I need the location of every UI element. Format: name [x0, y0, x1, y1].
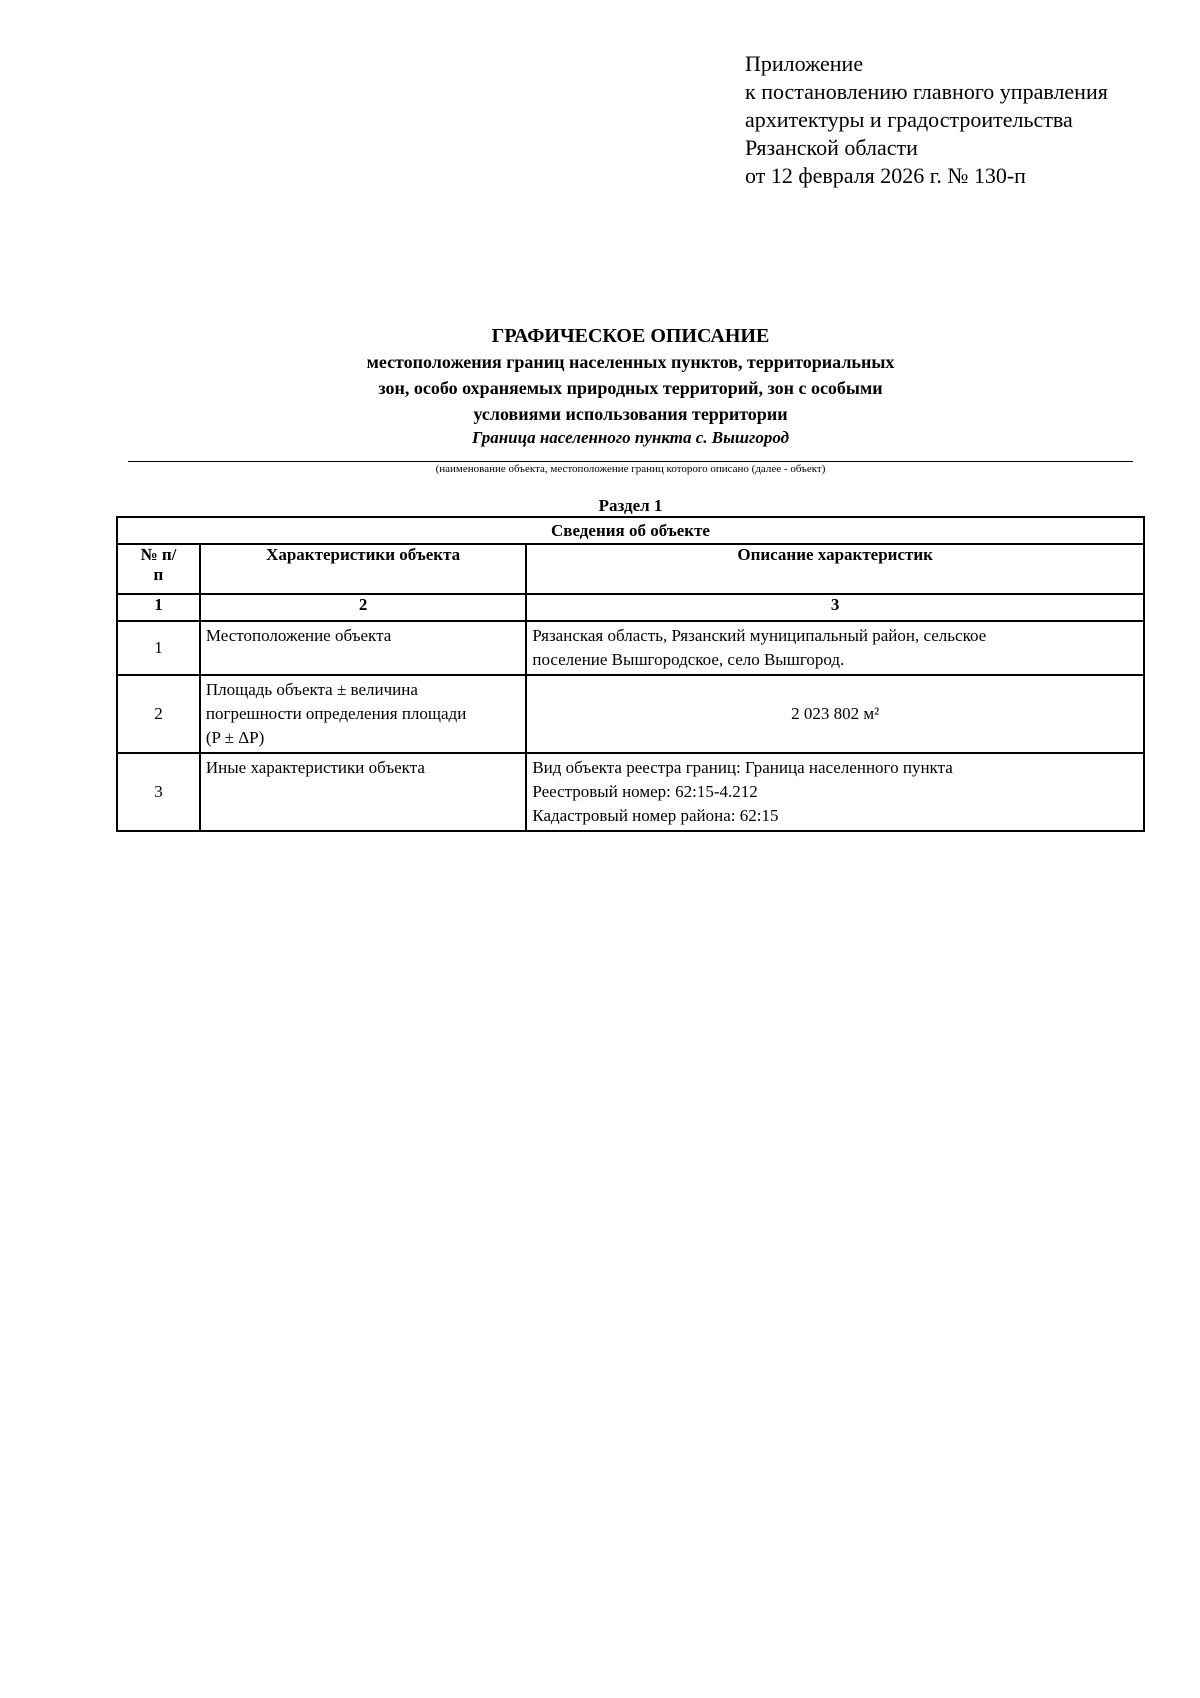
row-number: 2 [117, 675, 200, 753]
row-characteristic-line: (P ± ΔP) [205, 728, 265, 747]
row-description-line: Вид объекта реестра границ: Граница населенного пункта [532, 758, 953, 777]
header-num [117, 544, 200, 594]
row-description-line: поселение Вышгородское, село Вышгород. [532, 650, 845, 669]
object-name-caption: (наименование объекта, местоположение границ которого описано (далее - объект) [435, 463, 826, 475]
table-row [117, 675, 1144, 753]
row-description [526, 753, 1144, 831]
table-title: Сведения об объекте [117, 517, 1144, 544]
row-description: 2 023 802 м² [526, 675, 1144, 753]
annex-line: от 12 февраля 2026 г. № 130-п [745, 163, 1026, 188]
annex-line: к постановлению главного управления [745, 79, 1108, 104]
row-characteristic: Иные характеристики объекта [200, 753, 526, 831]
row-description-line: Кадастровый номер района: 62:15 [532, 806, 779, 825]
header-num-label: № п/п [140, 545, 177, 584]
document-subtitle-line: условиями использования территории [473, 404, 788, 424]
row-description-line: Рязанская область, Рязанский муниципальный район, сельское [532, 626, 987, 645]
column-number: 2 [200, 594, 526, 621]
column-number: 3 [526, 594, 1144, 621]
row-characteristic-line: погрешности определения площади [205, 704, 467, 723]
row-characteristic-line: Площадь объекта ± величина [205, 680, 418, 699]
row-characteristic [200, 675, 526, 753]
annex-block [745, 50, 1108, 190]
annex-line: Рязанской области [745, 135, 918, 160]
annex-line: архитектуры и градостроительства [745, 107, 1073, 132]
header-characteristics: Характеристики объекта [200, 544, 526, 594]
annex-line: Приложение [745, 51, 864, 76]
table-row [117, 621, 1144, 675]
document-subtitle-line: зон, особо охраняемых природных территорий, зон с особыми [378, 378, 883, 398]
row-description-line: Реестровый номер: 62:15-4.212 [532, 782, 758, 801]
column-number: 1 [117, 594, 200, 621]
document-title-block [128, 323, 1133, 449]
row-number: 3 [117, 753, 200, 831]
object-info-table [116, 516, 1145, 832]
row-characteristic: Местоположение объекта [200, 621, 526, 675]
row-description [526, 621, 1144, 675]
document-title: ГРАФИЧЕСКОЕ ОПИСАНИЕ [491, 325, 770, 347]
section-title: Раздел 1 [598, 496, 663, 515]
object-name: Граница населенного пункта с. Вышгород [471, 428, 790, 447]
header-description: Описание характеристик [526, 544, 1144, 594]
table-row [117, 753, 1144, 831]
document-subtitle-line: местоположения границ населенных пунктов, территориальных [366, 352, 895, 372]
row-number: 1 [117, 621, 200, 675]
